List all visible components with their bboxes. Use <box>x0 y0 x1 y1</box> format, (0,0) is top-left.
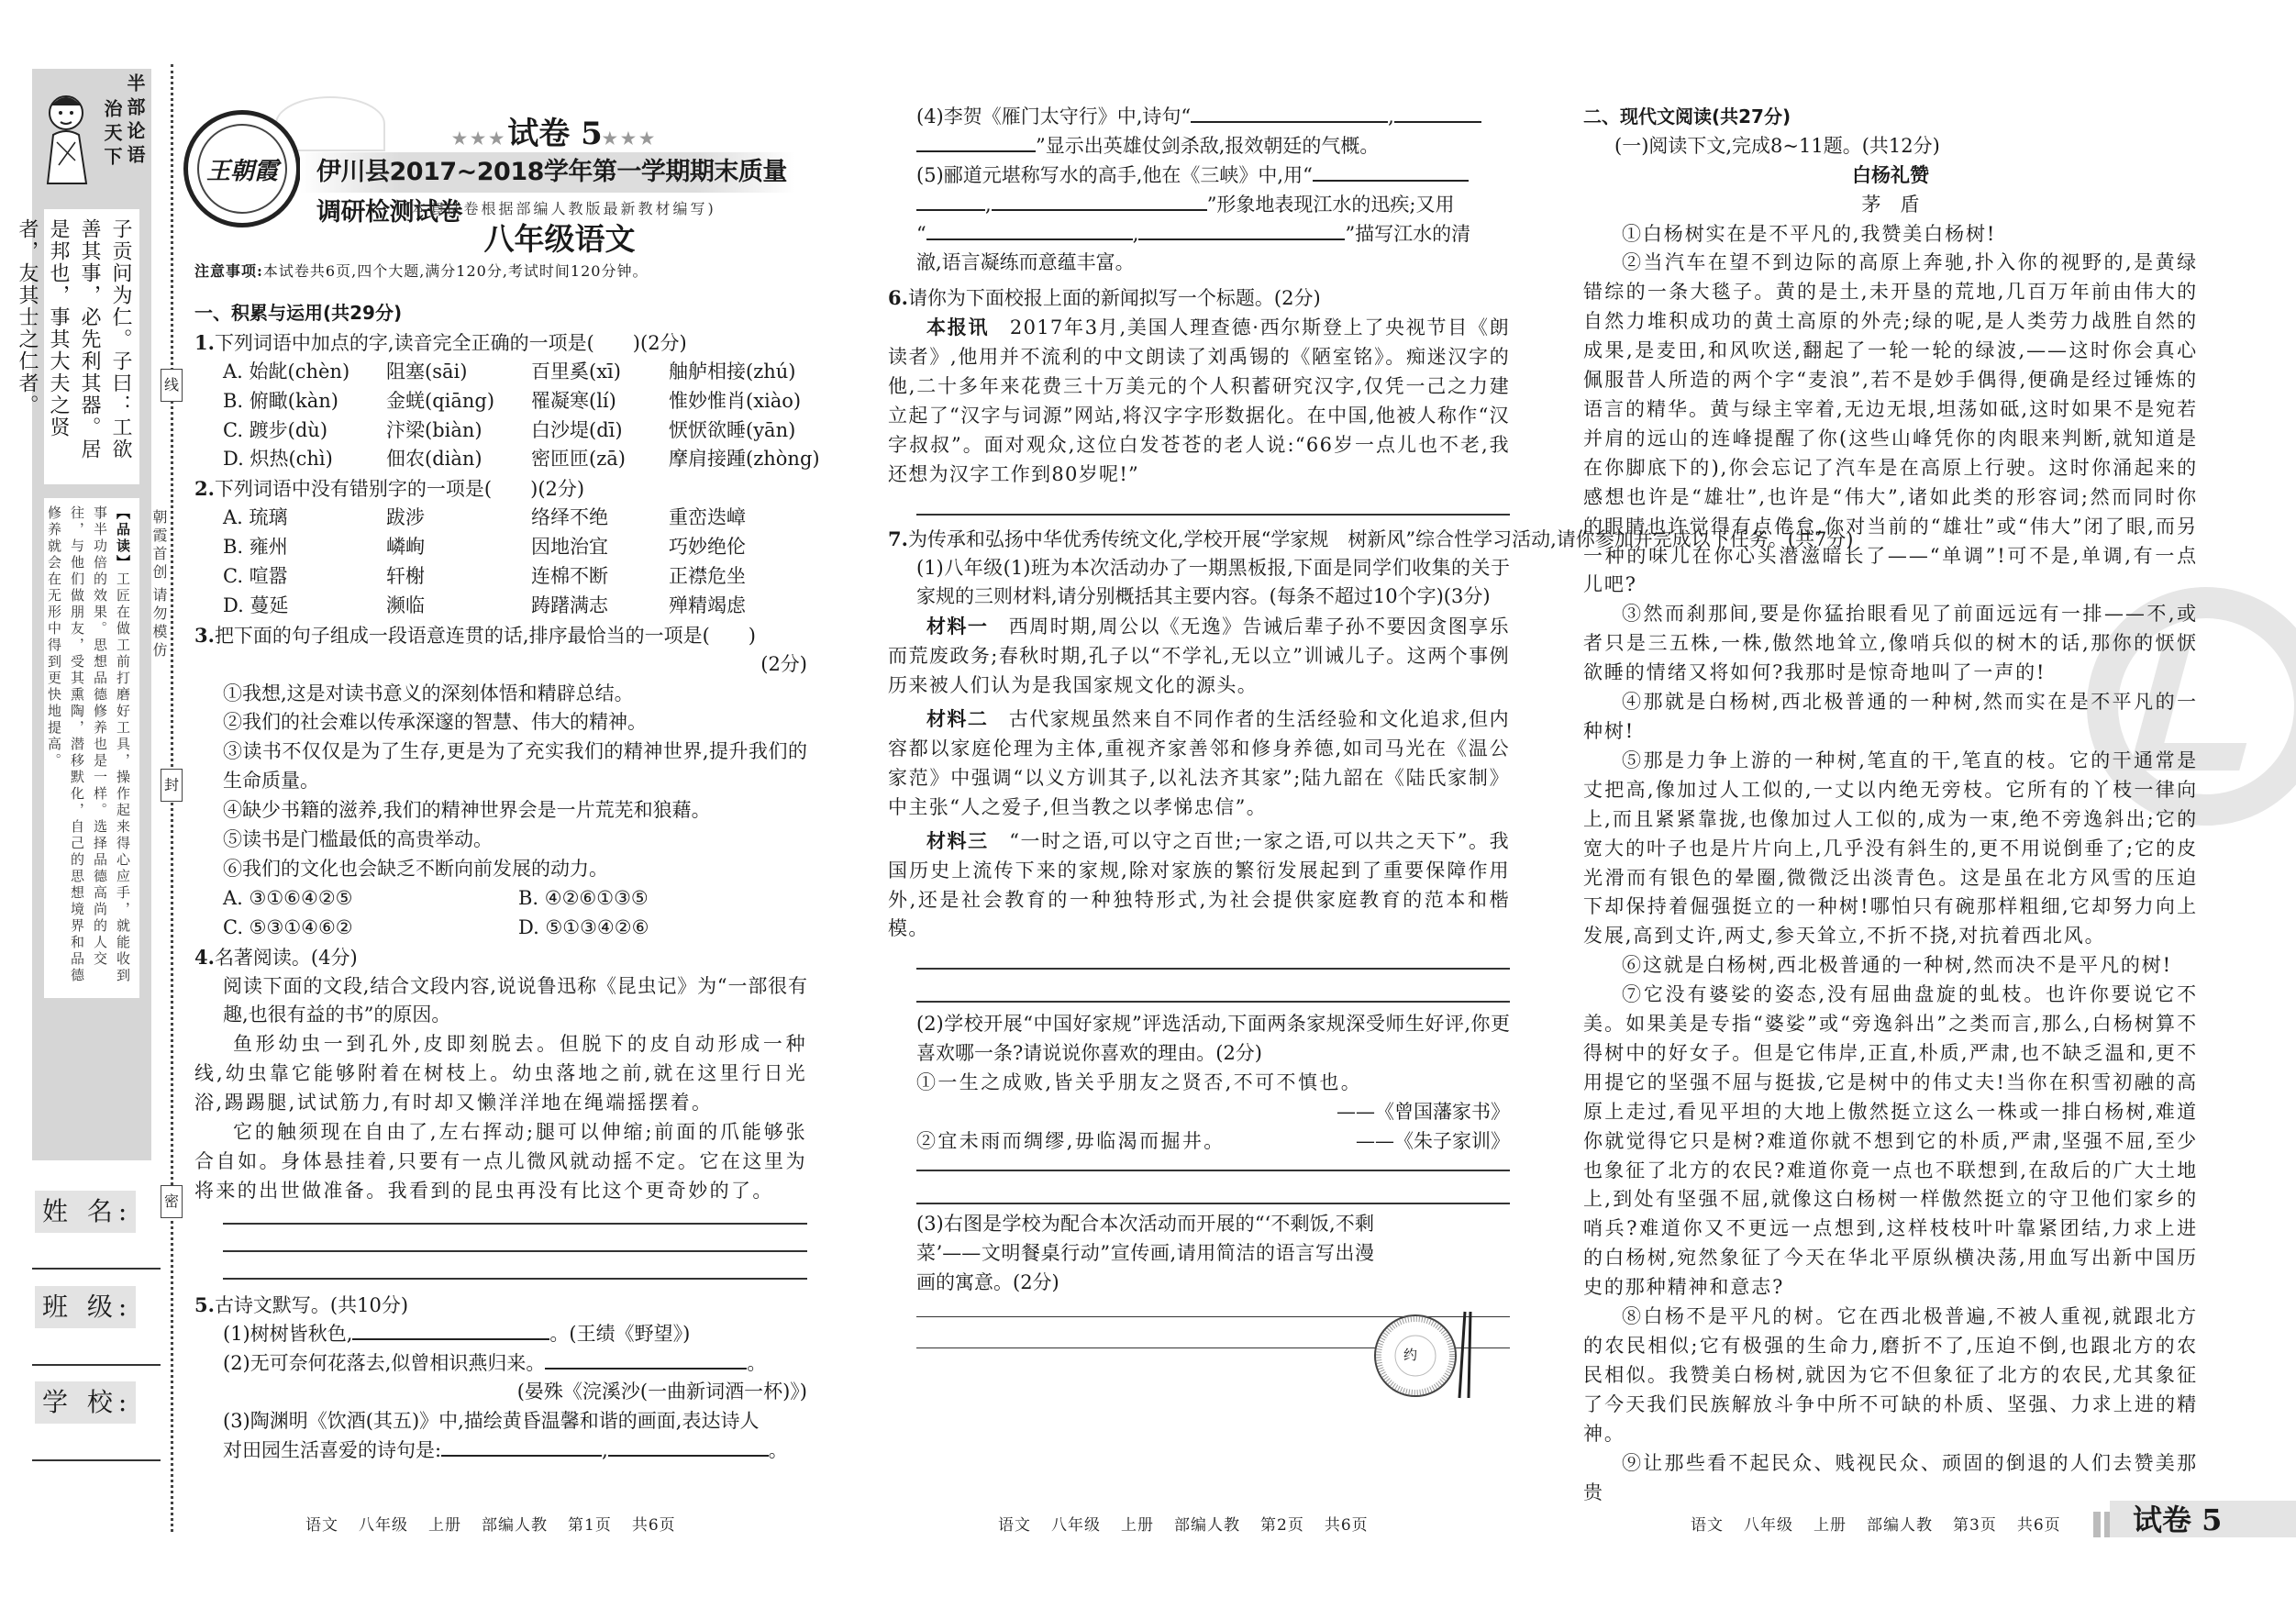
brand-logo-text: 王朝霞 <box>197 124 287 214</box>
q3-option-d[interactable]: D. ⑤①③④②⑥ <box>518 915 649 938</box>
paper-number <box>449 108 660 153</box>
footer-total: 共6页 <box>631 1516 676 1535</box>
family-rule-1: ①一生之成败,皆关乎朋友之贤否,不可不慎也。 <box>916 1071 1363 1094</box>
q5-2-blank[interactable] <box>545 1349 747 1370</box>
q5-4-end: ”显示出英雄仗剑杀敌,报效朝廷的气概。 <box>1036 134 1380 157</box>
q5-5-blank-4[interactable] <box>1138 220 1345 240</box>
q2-number: 2. <box>194 477 215 501</box>
pindu-tag: 【品读】 <box>115 505 131 571</box>
material-2-text: 古代家规虽然来自不同作者的生活经验和文化追求,但内容都以家庭伦理为主体,重视齐家善邻和修身养德,如司马光在《温公家范》中强调“以义方训其子,以礼法齐其家”;陆九韶在《陆氏家制》中主张“人之爱子,但当教之以孝悌忠信”。 <box>888 708 1510 818</box>
family-rule-2-text: ②宜未雨而绸缪,毋临渴而掘井。 <box>916 1129 1226 1152</box>
q3-sentence-6: ⑥我们的文化也会缺乏不断向前发展的动力。 <box>223 857 608 880</box>
plate-label: 约 <box>1403 1347 1418 1363</box>
pindu-text: 工匠在做工前打磨好工具，操作起来得心应手，就能收到事半功倍的效果。思想品德修养也是一样。选择品德高尚的人交往，与他们做朋友，受其熏陶，潜移默化，自己的思想境界和品德修养就会在无形中得到更快地提高。 <box>46 505 131 984</box>
paper-tab-label: 试卷 5 <box>2133 1503 2223 1537</box>
footer-volume: 上册 <box>1121 1516 1154 1535</box>
q2-b-1: B. 雍州 <box>223 536 288 559</box>
q1-d-3: 密匝匝(zā) <box>531 448 626 471</box>
q5-3-comma: , <box>602 1439 608 1462</box>
footer-edition: 部编人教 <box>482 1516 548 1535</box>
q2-d-4: 殚精竭虑 <box>669 593 746 616</box>
page1-footer <box>305 1512 696 1535</box>
article-paragraph-3: ③然而刹那间,要是你猛抬眼看见了前面远远有一排——不,或者只是三五株,一株,傲然地耸立,像哨兵似的树木的话,那你的恹恹欲睡的情绪又将如何?我那时是惊奇地叫了一声的! <box>1583 603 2198 684</box>
footer-page: 第2页 <box>1260 1516 1304 1535</box>
q2-b-3: 因地治宜 <box>531 536 608 559</box>
plate-chopsticks-illustration <box>1371 1310 1480 1402</box>
section-2-heading: 二、现代文阅读(共27分) <box>1583 105 1791 128</box>
q1-a-1: A. 始龀(chèn) <box>223 360 350 383</box>
q5-5-blank-3[interactable] <box>926 220 1133 240</box>
material-1-text: 西周时期,周公以《无逸》告诫后辈子孙不要因贪图享乐而荒废政务;春秋时期,孔子以“不学礼,无以立”训诫儿子。这两个事例历来被人们认为是我国家规文化的源头。 <box>888 616 1510 697</box>
q6-answer-line[interactable] <box>916 514 1510 525</box>
q1-option-c[interactable] <box>194 416 807 446</box>
q1-d-4: 摩肩接踵(zhòng) <box>669 448 820 471</box>
footer-page: 第1页 <box>568 1516 612 1535</box>
q3-sentence-3: ③读书不仅仅是为了生存,更是为了充实我们的精神世界,提升我们的生命质量。 <box>223 740 807 793</box>
q5-3-blank-2[interactable] <box>608 1436 769 1457</box>
q5-number: 5. <box>194 1292 215 1316</box>
q6-news-lead: 本报讯 <box>926 316 990 339</box>
q4-passage-2: 它的触须现在自由了,左右挥动;腿可以伸缩;前面的爪能够张合自如。身体悬挂着,只要有一点儿微风就动摇不定。它在这里为将来的出世做准备。我看到的昆虫再没有比这个更奇妙的了。 <box>194 1121 807 1202</box>
article-title: 白杨礼赞 <box>1852 163 1929 186</box>
q7-2-answer-line-2[interactable] <box>916 1203 1510 1210</box>
q6-news-body: 2017年3月,美国人理查德·西尔斯登上了央视节目《朗读者》,他用并不流利的中文朗读了刘禹锡的《陋室铭》。痴迷汉字的他,二十多年来花费三十万美元的个人积蓄研究汉字,仅凭一己之力建立起了“汉字与词源”网站,将汉字字形数据化。在中国,他被人称作“汉字叔叔”。面对观众,这位白发苍苍的老人说:“66岁一点儿也不老,我还想为汉字工作到80岁呢!” <box>888 316 1510 485</box>
q2-d-1: D. 蔓延 <box>223 593 289 616</box>
q1-b-1: B. 俯瞰(kàn) <box>223 389 338 412</box>
q3-sentence-2: ②我们的社会难以传承深邃的智慧、伟大的精神。 <box>223 711 647 734</box>
q1-option-a[interactable] <box>194 358 807 387</box>
q7-text: 为传承和弘扬中华优秀传统文化,学校开展“学家规 树新风”综合性学习活动,请你参加并完成以下任务。(共7分) <box>907 527 1854 550</box>
q5-5-comma-2: , <box>1132 222 1139 245</box>
page3-column <box>1583 103 2198 1507</box>
q1-b-3: 罹凝寒(lí) <box>531 389 616 412</box>
article-paragraph-6: ⑥这就是白杨树,西北极普通的一种树,然而决不是平凡的树! <box>1622 954 2172 977</box>
q6-news <box>888 313 1510 489</box>
exam-subtitle: (本套试卷根据部编人教版最新教材编写) <box>403 200 716 217</box>
q5-2-text: (2)无可奈何花落去,似曾相识燕归来。 <box>223 1351 546 1374</box>
q3-sentence-4: ④缺少书籍的滋养,我们的精神世界会是一片荒芜和狼藉。 <box>223 799 711 822</box>
q5-3-end: 。 <box>768 1439 788 1462</box>
q5-5-text: (5)郦道元堪称写水的高手,他在《三峡》中,用“ <box>916 163 1313 186</box>
q2-option-a[interactable] <box>194 504 807 533</box>
q1-d-1: D. 炽热(chì) <box>223 448 333 471</box>
q7-material-3 <box>888 826 1510 945</box>
article-paragraph-1: ①白杨树实在是不平凡的,我赞美白杨树! <box>1622 222 1997 245</box>
copyright-note-1: 朝霞首创 <box>150 509 168 582</box>
section-1-heading: 一、积累与运用(共29分) <box>194 302 403 324</box>
q7-1-answer-line-2[interactable] <box>916 1001 1510 1010</box>
article-paragraph-5: ⑤那是力争上游的一种树,笔直的干,笔直的枝。它的干通常是丈把高,像加过人工似的,一丈以内绝无旁枝。它所有的丫枝一律向上,而且紧紧靠拢,也像加过人工似的,成为一束,绝不旁逸斜出;它的宽大的叶子也是片片向上,几乎没有斜生的,更不用说倒垂了;它的皮光滑而有银色的晕圈,微微泛出淡青色。这是虽在北方风雪的压迫下却保持着倔强挺立的一种树!哪怕只有碗那样粗细,它却努力向上发展,高到丈许,两丈,参天耸立,不折不挠,对抗着西北风。 <box>1583 749 2198 948</box>
name-field[interactable] <box>32 1268 161 1270</box>
q5-item-5 <box>916 161 1510 191</box>
material-3-text: “一时之语,可以守之百世;一家之语,可以共之天下”。我国历史上流传下来的家规,除对家族的繁衍发展起到了重要保障作用外,还是社会教育的一种独特形式,为社会提供家庭教育的范本和楷模。 <box>888 829 1510 940</box>
article-paragraph-7: ⑦它没有婆娑的姿态,没有屈曲盘旋的虬枝。也许你要说它不美。如果美是专指“婆娑”或“旁逸斜出”之类而言,那么,白杨树算不得树中的好女子。但是它伟岸,正直,朴质,严肃,也不缺乏温和,更不用提它的坚强不屈与挺拔,它是树中的伟丈夫!当你在积雪初融的高原上走过,看见平坦的大地上傲然挺立这么一株或一排白杨树,难道你就觉得它只是树?难道你就不想到它的朴质,严肃,坚强不屈,至少也象征了北方的农民?难道你竟一点也不联想到,在敌后的广大土地上,到处有坚强不屈,就像这白杨树一样傲然挺立的守卫他们家乡的哨兵?难道你又不更远一点想到,这样枝枝叶叶靠紧团结,力求上进的白杨树,宛然象征了今天在华北平原纵横决荡,用血写出新中国历史的那种精神和意志? <box>1583 983 2198 1299</box>
class-field[interactable] <box>32 1364 161 1366</box>
q3-sentence-5: ⑤读书是门槛最低的高贵举动。 <box>223 828 493 851</box>
q5-item-2 <box>194 1349 807 1379</box>
analects-quote: 子贡问为仁。子曰：工欲善其事，必先利其器。居是邦也，事其大夫之贤者，友其士之仁者。 <box>44 209 139 484</box>
q2-option-d[interactable] <box>194 592 807 621</box>
q3-option-a[interactable]: A. ③①⑥④②⑤ <box>223 886 353 909</box>
q5-2-source: (晏殊《浣溪沙(一曲新词酒一杯)》) <box>516 1381 807 1403</box>
q2-text: 下列词语中没有错别字的一项是( )(2分) <box>214 478 585 501</box>
q1-d-2: 佃农(diàn) <box>386 448 482 471</box>
q3-option-b[interactable]: B. ④②⑥①③⑤ <box>518 886 649 909</box>
q7-material-1 <box>888 612 1510 701</box>
cut-mark-xian: 线 <box>161 369 183 402</box>
q1-c-1: C. 踱步(dù) <box>223 418 328 441</box>
q5-1-source: 。(王绩《野望》) <box>549 1322 691 1345</box>
footer-total: 共6页 <box>2016 1516 2061 1535</box>
footer-grade: 八年级 <box>1051 1516 1101 1535</box>
motto-line-1: 半部论语 <box>124 73 146 169</box>
q3-text: 把下面的句子组成一段语意连贯的话,排序最恰当的一项是( ) <box>214 624 756 647</box>
q7-material-2 <box>888 704 1510 823</box>
q5-5-blank-1b[interactable] <box>916 191 985 211</box>
q5-text: 古诗文默写。(共10分) <box>214 1293 409 1316</box>
q5-4-comma: , <box>1388 105 1394 128</box>
q1-option-d[interactable] <box>194 445 820 474</box>
page3-footer <box>1691 1512 2081 1535</box>
footer-volume: 上册 <box>428 1516 461 1535</box>
family-rule-2 <box>888 1127 1510 1157</box>
article-paragraph-8: ⑧白杨不是平凡的树。它在西北极普遍,不被人重视,就跟北方的农民相似;它有极强的生命力,磨折不了,压迫不倒,也跟北方的农民相似。我赞美白杨树,就因为它不但象征了北方的农民,尤其象征了今天我们民族解放斗争中所不可缺的朴质、坚强、力求上进的精神。 <box>1583 1305 2198 1445</box>
school-label: 学 校: <box>35 1381 136 1424</box>
q3-sentence-1: ①我想,这是对读书意义的深刻体悟和精辟总结。 <box>223 682 634 704</box>
grade-subject: 八年级语文 <box>483 221 636 257</box>
q2-a-2: 跋涉 <box>386 506 425 529</box>
q3-options-ab <box>194 884 807 914</box>
copyright-note-2: 请勿模仿 <box>150 587 168 660</box>
family-rule-1-source: ——《曾国藩家书》 <box>1337 1101 1510 1124</box>
q4-answer-line-2[interactable] <box>223 1250 807 1278</box>
footer-edition: 部编人教 <box>1174 1516 1240 1535</box>
motto-line-2: 治天下 <box>101 99 123 171</box>
page2-footer <box>998 1512 1389 1535</box>
footer-total: 共6页 <box>1324 1516 1369 1535</box>
footer-volume: 上册 <box>1814 1516 1847 1535</box>
footer-grade: 八年级 <box>1744 1516 1793 1535</box>
q2-a-1: A. 琉璃 <box>223 506 288 529</box>
q4-instruction: 阅读下面的文段,结合文段内容,说说鲁迅称《昆虫记》为“一部很有趣,也很有益的书”的原因。 <box>223 974 807 1026</box>
q1-c-4: 恹恹欲睡(yān) <box>669 418 796 441</box>
q5-1-text: (1)树树皆秋色, <box>223 1322 353 1345</box>
q2-c-1: C. 喧嚣 <box>223 565 288 588</box>
q2-a-3: 络绎不绝 <box>531 506 608 529</box>
school-field[interactable] <box>32 1459 161 1461</box>
q1-option-b[interactable] <box>194 387 807 416</box>
cut-mark-feng: 封 <box>161 769 183 802</box>
q2-d-2: 濒临 <box>386 593 425 616</box>
q5-5-blank-1a[interactable] <box>1313 161 1469 182</box>
q5-item-3 <box>194 1436 807 1466</box>
pindu-commentary <box>44 498 139 998</box>
q1-number: 1. <box>194 330 215 354</box>
q5-2-end: 。 <box>747 1351 767 1374</box>
page1-column <box>194 299 820 1466</box>
q5-5-blank-2[interactable] <box>992 191 1207 211</box>
q1-c-2: 汴梁(biàn) <box>386 418 482 441</box>
q1-text: 下列词语中加点的字,读音完全正确的一项是( )(2分) <box>214 331 687 354</box>
q5-3-prompt: 对田园生活喜爱的诗句是: <box>223 1439 442 1462</box>
q1-c-3: 白沙堤(dī) <box>531 418 623 441</box>
q7-task-1: (1)八年级(1)班为本次活动办了一期黑板报,下面是同学们收集的关于家规的三则材料,请分别概括其主要内容。(每条不超过10个字)(3分) <box>916 556 1510 608</box>
q5-item-4 <box>916 103 1510 132</box>
q4-text: 名著阅读。(4分) <box>214 946 358 969</box>
q5-4-blank-2b[interactable] <box>916 132 1036 152</box>
q4-answer-line-1[interactable] <box>223 1223 807 1250</box>
q5-5-comma-1: , <box>985 193 992 216</box>
q6-number: 6. <box>888 286 908 310</box>
footer-subject: 语文 <box>1691 1516 1724 1535</box>
material-2-label: 材料二 <box>926 707 989 731</box>
class-label: 班 级: <box>35 1286 136 1328</box>
q5-3-blank-1[interactable] <box>441 1436 602 1457</box>
q4-number: 4. <box>194 945 215 969</box>
notice-label: 注意事项: <box>194 262 263 280</box>
q4-passage-1: 鱼形幼虫一到孔外,皮即刻脱去。但脱下的皮自动形成一种线,幼虫靠它能够附着在树枝上。幼虫落地之前,就在这里行日光浴,踢踢腿,试试筋力,有时却又懒洋洋地在绳端摇摆着。 <box>194 1033 807 1115</box>
q7-1-answer-line-1[interactable] <box>916 968 1510 1001</box>
notice-text: 本试卷共6页,四个大题,满分120分,考试时间120分钟。 <box>262 262 649 280</box>
q2-a-4: 重峦迭嶂 <box>669 506 746 529</box>
name-label: 姓 名: <box>35 1191 136 1233</box>
q2-b-4: 巧妙绝伦 <box>669 536 746 559</box>
stars-left-icon: ★★★ <box>451 129 508 149</box>
q5-3-text: (3)陶渊明《饮酒(其五)》中,描绘黄昏温馨和谐的画面,表达诗人 <box>223 1410 760 1433</box>
exam-title: 伊川县2017~2018学年第一学期期末质量调研检测试卷 <box>316 158 787 227</box>
article-paragraph-2: ②当汽车在望不到边际的高原上奔驰,扑入你的视野的,是黄绿错综的一条大毯子。黄的是土,未开垦的荒地,几百万年前由伟大的自然力堆积成功的黄土高原的外壳;绿的呢,是人类劳力战胜自然的成果,是麦田,和风吹送,翻起了一轮一轮的绿波,——这时你会真心佩服昔人所造的两个字“麦浪”,若不是妙手偶得,便确是经过锤炼的语言的精华。黄与绿主宰着,无边无垠,坦荡如砥,这时如果不是宛若并肩的远山的连峰提醒了你(这些山峰凭你的肉眼来判断,就知道是在你脚底下的),你会忘记了汽车是在高原上行驶。这时你涌起来的感想也许是“雄壮”,也许是“伟大”,诸如此类的形容词;然而同时你的眼睛也许觉得有点倦怠,你对当前的“雄壮”或“伟大”闭了眼,而另一种的味儿在你心头潜滋暗长了——“单调”!可不是,单调,有一点儿吧? <box>1583 251 2198 596</box>
q7-task-3: (3)右图是学校为配合本次活动而开展的“‘不剩饭,不剩菜’——文明餐桌行动”宣传画,请用简洁的语言写出漫画的寓意。(2分) <box>916 1212 1374 1293</box>
q1-a-4: 舳舻相接(zhú) <box>669 360 796 383</box>
footer-subject: 语文 <box>305 1516 338 1535</box>
q3-option-c[interactable]: C. ⑤③①④⑥② <box>223 915 353 938</box>
q2-d-3: 踌躇满志 <box>531 593 608 616</box>
footer-grade: 八年级 <box>359 1516 408 1535</box>
q5-5-quote-open: “ <box>916 222 926 245</box>
q5-4-blank-1[interactable] <box>1191 103 1388 123</box>
brand-logo <box>183 110 301 227</box>
article-author: 茅 盾 <box>1861 193 1920 216</box>
q5-4-blank-2a[interactable] <box>1394 103 1481 123</box>
q3-score: (2分) <box>760 652 807 675</box>
family-rule-2-source: ——《朱子家训》 <box>1356 1129 1510 1152</box>
q1-b-4: 惟妙惟肖(xiào) <box>669 389 802 412</box>
q1-a-3: 百里奚(xī) <box>531 360 621 383</box>
q3-number: 3. <box>194 623 215 647</box>
q2-option-c[interactable] <box>194 562 807 592</box>
confucius-cartoon-icon <box>39 87 95 188</box>
exam-notice <box>194 260 648 281</box>
part-1-instruction: (一)阅读下文,完成8~11题。(共12分) <box>1614 134 1940 157</box>
q2-option-b[interactable] <box>194 533 807 562</box>
q5-1-blank[interactable] <box>352 1320 549 1340</box>
q3-options-cd <box>194 914 807 943</box>
q5-4-text: (4)李贺《雁门太守行》中,诗句“ <box>916 105 1192 128</box>
q6-text: 请你为下面校报上面的新闻拟写一个标题。(2分) <box>907 287 1321 310</box>
footer-edition: 部编人教 <box>1867 1516 1933 1535</box>
q4-answer-line-3[interactable] <box>223 1278 807 1291</box>
paper-number-label: 试卷 5 <box>507 116 603 152</box>
q1-a-2: 阻塞(sāi) <box>386 360 468 383</box>
q2-c-2: 轩榭 <box>386 565 425 588</box>
q2-c-3: 连棉不断 <box>531 565 608 588</box>
cut-mark-mi: 密 <box>161 1185 183 1218</box>
material-3-label: 材料三 <box>926 828 989 852</box>
stars-right-icon: ★★★ <box>602 129 659 149</box>
q2-b-2: 嶙峋 <box>386 536 425 559</box>
footer-subject: 语文 <box>998 1516 1031 1535</box>
material-1-label: 材料一 <box>926 615 989 638</box>
article-paragraph-4: ④那就是白杨树,西北极普通的一种树,然而实在是不平凡的一种树! <box>1583 691 2198 742</box>
q2-c-4: 正襟危坐 <box>669 565 746 588</box>
q1-b-2: 金蜣(qiāng) <box>386 389 495 412</box>
q5-5-end: 澈,语言凝练而意蕴丰富。 <box>916 251 1135 274</box>
q5-5-tail: ”描写江水的清 <box>1345 222 1471 245</box>
q7-2-answer-line-1[interactable] <box>916 1170 1510 1203</box>
footer-page: 第3页 <box>1953 1516 1997 1535</box>
q5-5-mid: ”形象地表现江水的迅疾;又用 <box>1206 193 1455 216</box>
q5-item-1 <box>194 1320 807 1349</box>
article-paragraph-9: ⑨让那些看不起民众、贱视民众、顽固的倒退的人们去赞美那贵 <box>1583 1451 2198 1503</box>
q7-task-2: (2)学校开展“中国好家规”评选活动,下面两条家规深受师生好评,你更喜欢哪一条?请说说你喜欢的理由。(2分) <box>916 1013 1510 1065</box>
q7-number: 7. <box>888 527 908 550</box>
